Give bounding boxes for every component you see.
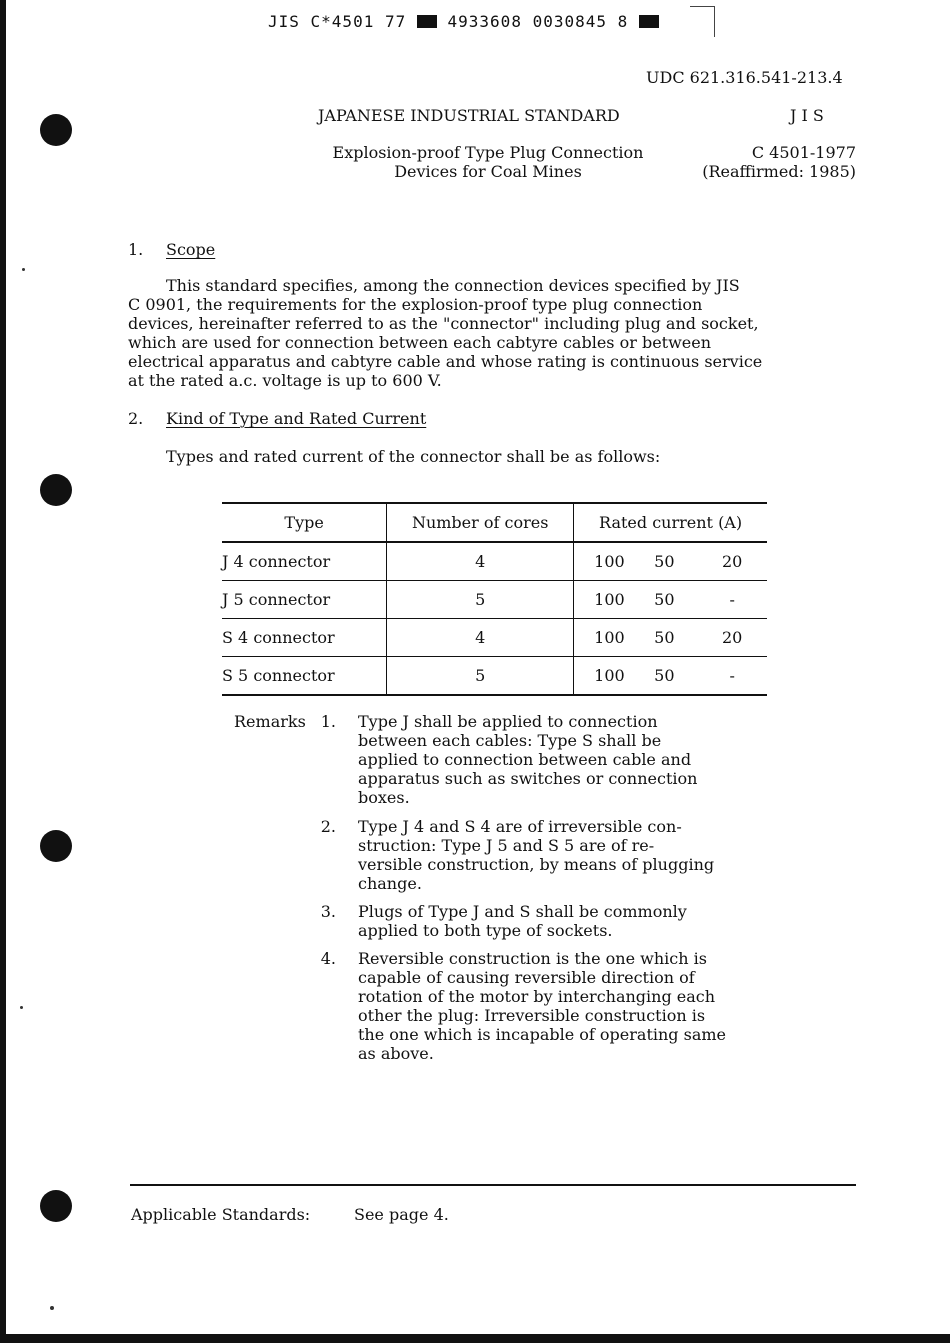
remark-number: 2. — [320, 817, 336, 836]
header-rated-current: Rated current (A) — [599, 513, 743, 532]
remark-number: 3. — [320, 902, 336, 921]
remark-line: rotation of the motor by interchanging each — [358, 987, 716, 1006]
udc-number: UDC 621.316.541-213.4 — [646, 68, 843, 87]
remark-item-3 — [358, 902, 798, 940]
remark-line: struction: Type J 5 and S 5 are of re- — [358, 836, 655, 855]
cell-rated — [574, 581, 767, 619]
section1-line: electrical apparatus and cabtyre cable and whose rating is continuous service — [128, 352, 763, 371]
remark-line: boxes. — [358, 788, 410, 807]
rated-value: 50 — [654, 552, 675, 571]
remark-line: applied to both type of sockets. — [358, 921, 613, 940]
remark-item-1 — [358, 712, 798, 807]
table-row — [222, 581, 767, 619]
section1-number: 1. — [128, 240, 144, 259]
remark-line: other the plug: Irreversible construction is — [358, 1006, 706, 1025]
table-row — [222, 542, 767, 581]
remark-line: change. — [358, 874, 422, 893]
remark-line: the one which is incapable of operating same — [358, 1025, 727, 1044]
remark-line: Type J 4 and S 4 are of irreversible con- — [358, 817, 682, 836]
catalog-code: JIS C*4501 77 — [268, 12, 407, 31]
rated-value: 100 — [594, 590, 625, 609]
rated-value: 100 — [594, 666, 625, 685]
section1-line: C 0901, the requirements for the explosion-proof type plug connection — [128, 295, 703, 314]
scan-corner-mark — [690, 6, 715, 37]
table-header-row — [222, 503, 767, 542]
scan-speck — [20, 1006, 23, 1009]
cell-type: J 4 connector — [222, 552, 331, 571]
remark-line: Type J shall be applied to connection — [358, 712, 658, 731]
document-title-line1: Explosion-proof Type Plug Connection — [332, 143, 644, 162]
cell-rated — [574, 619, 767, 657]
cell-rated — [574, 657, 767, 696]
footer-divider — [130, 1184, 856, 1186]
remark-line: applied to connection between cable and — [358, 750, 692, 769]
header-cores: Number of cores — [387, 503, 574, 542]
remark-item-4 — [358, 949, 798, 1063]
rated-value: 50 — [654, 628, 675, 647]
redaction-block — [417, 15, 437, 28]
remark-line: Plugs of Type J and S shall be commonly — [358, 902, 687, 921]
scan-speck — [22, 268, 25, 271]
section1-line: This standard specifies, among the connection devices specified by JIS — [166, 276, 740, 295]
punch-hole — [40, 114, 72, 146]
remark-line: between each cables: Type S shall be — [358, 731, 662, 750]
remark-line: capable of causing reversible direction of — [358, 968, 695, 987]
remark-line: as above. — [358, 1044, 434, 1063]
catalog-tail: 4933608 0030845 8 — [447, 12, 629, 31]
section2-intro: Types and rated current of the connector shall be as follows: — [166, 447, 661, 466]
document-title-line2: Devices for Coal Mines — [394, 162, 582, 181]
rated-value: - — [729, 590, 735, 609]
rated-value: 50 — [654, 590, 675, 609]
cell-rated — [574, 542, 767, 581]
punch-hole — [40, 1190, 72, 1222]
cell-cores: 5 — [387, 657, 574, 696]
rated-value: 20 — [721, 628, 743, 647]
punch-hole — [40, 830, 72, 862]
header-type: Type — [284, 513, 324, 532]
standard-number: C 4501-1977 — [751, 143, 856, 162]
rated-value: 50 — [654, 666, 675, 685]
remarks-label: Remarks — [234, 712, 306, 731]
cell-cores: 5 — [387, 581, 574, 619]
scan-edge-bottom — [0, 1334, 950, 1343]
section2-number: 2. — [128, 409, 144, 428]
section1-line: at the rated a.c. voltage is up to 600 V. — [128, 371, 442, 390]
rated-value: 100 — [594, 552, 625, 571]
remark-number: 1. — [320, 712, 336, 731]
cell-cores: 4 — [387, 542, 574, 581]
remark-line: Reversible construction is the one which is — [358, 949, 707, 968]
redaction-block — [639, 15, 659, 28]
jis-mark: J I S — [790, 106, 824, 125]
remark-item-2 — [358, 817, 798, 893]
cell-type: S 4 connector — [222, 628, 335, 647]
cell-cores: 4 — [387, 619, 574, 657]
rated-value: 20 — [721, 552, 743, 571]
scan-speck — [50, 1306, 54, 1310]
table-row — [222, 619, 767, 657]
rated-value: - — [729, 666, 735, 685]
table-row — [222, 657, 767, 696]
remark-line: versible construction, by means of plugging — [358, 855, 715, 874]
remark-line: apparatus such as switches or connection — [358, 769, 698, 788]
section1-line: which are used for connection between each cabtyre cables or between — [128, 333, 712, 352]
organization-title: JAPANESE INDUSTRIAL STANDARD — [318, 106, 620, 125]
catalog-code-strip — [268, 12, 659, 31]
cell-type: J 5 connector — [222, 590, 331, 609]
reaffirmed-note: (Reaffirmed: 1985) — [702, 162, 856, 181]
section1-line: devices, hereinafter referred to as the "connector" including plug and socket, — [128, 314, 759, 333]
cell-type: S 5 connector — [222, 666, 335, 685]
applicable-standards-label: Applicable Standards: — [131, 1205, 311, 1224]
rated-value: 100 — [594, 628, 625, 647]
applicable-standards-value: See page 4. — [354, 1205, 449, 1224]
scan-edge-left — [0, 0, 6, 1343]
remark-number: 4. — [320, 949, 336, 968]
punch-hole — [40, 474, 72, 506]
connector-rating-table — [222, 502, 767, 696]
section2-heading: Kind of Type and Rated Current — [166, 409, 427, 428]
section1-heading: Scope — [166, 240, 216, 259]
